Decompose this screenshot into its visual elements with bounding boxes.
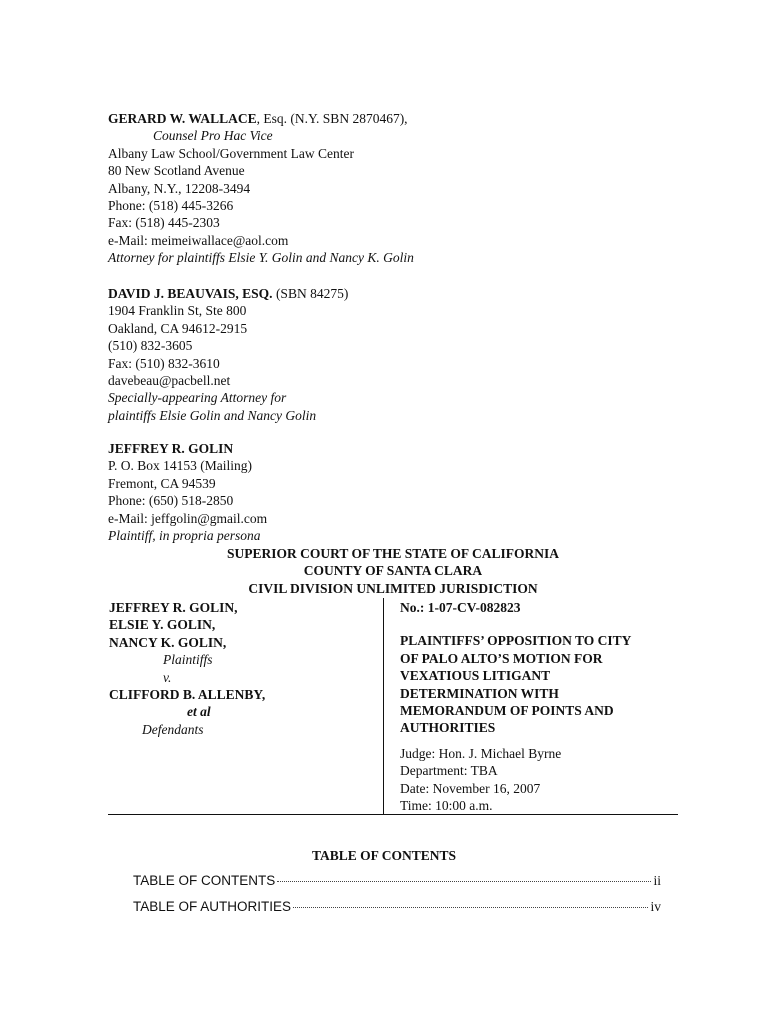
hearing-date: Date: November 16, 2007 — [400, 780, 541, 796]
case-caption — [108, 598, 678, 815]
toc-leader-dots — [277, 881, 651, 882]
counsel-represents: Plaintiff, in propria persona — [108, 528, 261, 544]
counsel-address-line: Fremont, CA 94539 — [108, 475, 216, 491]
court-county: COUNTY OF SANTA CLARA — [303, 563, 483, 579]
court-name: SUPERIOR COURT OF THE STATE OF CALIFORNIA — [226, 546, 560, 561]
counsel-email: e-Mail: meimeiwallace@aol.com — [108, 232, 289, 248]
court-division: CIVIL DIVISION UNLIMITED JURISDICTION — [248, 580, 538, 596]
hearing-time: Time: 10:00 a.m. — [400, 798, 493, 814]
counsel-phone: Phone: (518) 445-3266 — [108, 198, 234, 214]
toc-leader-dots — [293, 907, 648, 908]
counsel-name: JEFFREY R. GOLIN — [108, 441, 234, 456]
counsel-address-line: P. O. Box 14153 (Mailing) — [108, 458, 253, 474]
defendants-label: Defendants — [142, 721, 204, 737]
counsel-address-line: Oakland, CA 94612-2915 — [108, 320, 248, 336]
counsel-address-line: 80 New Scotland Avenue — [108, 163, 245, 179]
counsel-name: DAVID J. BEAUVAIS, ESQ. — [108, 286, 273, 301]
document-title-line: AUTHORITIES — [400, 720, 496, 736]
plaintiff-name: ELSIE Y. GOLIN, — [109, 617, 216, 633]
court-heading — [108, 545, 678, 597]
toc-entry[interactable] — [133, 873, 661, 889]
toc-entry-label: TABLE OF AUTHORITIES — [133, 899, 292, 914]
toc-heading: TABLE OF CONTENTS — [311, 848, 457, 863]
counsel-block-golin — [108, 440, 267, 544]
document-title-line: DETERMINATION WITH — [400, 685, 559, 701]
hearing-judge: Judge: Hon. J. Michael Byrne — [400, 745, 562, 761]
counsel-bar-number: , Esq. (N.Y. SBN 2870467), — [256, 111, 408, 126]
counsel-name-line — [108, 110, 414, 127]
hearing-info — [400, 745, 678, 815]
counsel-represents: plaintiffs Elsie Golin and Nancy Golin — [108, 407, 317, 423]
toc-entry[interactable] — [133, 899, 661, 915]
counsel-bar-number: (SBN 84275) — [272, 286, 349, 301]
counsel-name-line — [108, 285, 348, 302]
counsel-phone: Phone: (650) 518-2850 — [108, 493, 234, 509]
counsel-role: Counsel Pro Hac Vice — [153, 128, 273, 144]
counsel-represents: Specially-appearing Attorney for — [108, 390, 287, 406]
counsel-name-line — [108, 440, 267, 457]
document-title — [400, 632, 678, 736]
counsel-email: e-Mail: jeffgolin@gmail.com — [108, 510, 268, 526]
et-al-label: et al — [187, 704, 211, 720]
counsel-email: davebeau@pacbell.net — [108, 373, 231, 389]
plaintiff-name: NANCY K. GOLIN, — [109, 634, 227, 650]
counsel-name: GERARD W. WALLACE — [108, 111, 257, 126]
caption-case-info — [400, 599, 678, 814]
counsel-address-line: Albany, N.Y., 12208-3494 — [108, 180, 251, 196]
hearing-department: Department: TBA — [400, 763, 498, 779]
counsel-represents: Attorney for plaintiffs Elsie Y. Golin and Nancy K. Golin — [108, 250, 414, 266]
counsel-fax: Fax: (518) 445-2303 — [108, 215, 220, 231]
counsel-fax: Fax: (510) 832-3610 — [108, 355, 220, 371]
toc-entry-label: TABLE OF CONTENTS — [133, 873, 276, 888]
counsel-address-line: Albany Law School/Government Law Center — [108, 145, 354, 161]
counsel-block-wallace — [108, 110, 414, 267]
versus-label: v. — [163, 669, 172, 685]
document-title-line: PLAINTIFFS’ OPPOSITION TO CITY — [400, 633, 632, 649]
document-title-line: OF PALO ALTO’S MOTION FOR — [400, 650, 603, 666]
caption-parties — [109, 599, 377, 738]
caption-divider — [383, 598, 384, 814]
counsel-phone: (510) 832-3605 — [108, 338, 193, 354]
defendant-name: CLIFFORD B. ALLENBY, — [109, 687, 266, 703]
document-title-line: MEMORANDUM OF POINTS AND — [400, 703, 614, 719]
plaintiffs-label: Plaintiffs — [163, 652, 213, 668]
document-title-line: VEXATIOUS LITIGANT — [400, 668, 551, 684]
counsel-block-beauvais — [108, 285, 348, 424]
toc-entry-page: iv — [650, 899, 661, 914]
counsel-address-line: 1904 Franklin St, Ste 800 — [108, 303, 247, 319]
toc-entry-page: ii — [653, 873, 661, 888]
case-number: No.: 1-07-CV-082823 — [400, 600, 521, 615]
plaintiff-name: JEFFREY R. GOLIN, — [109, 600, 238, 615]
